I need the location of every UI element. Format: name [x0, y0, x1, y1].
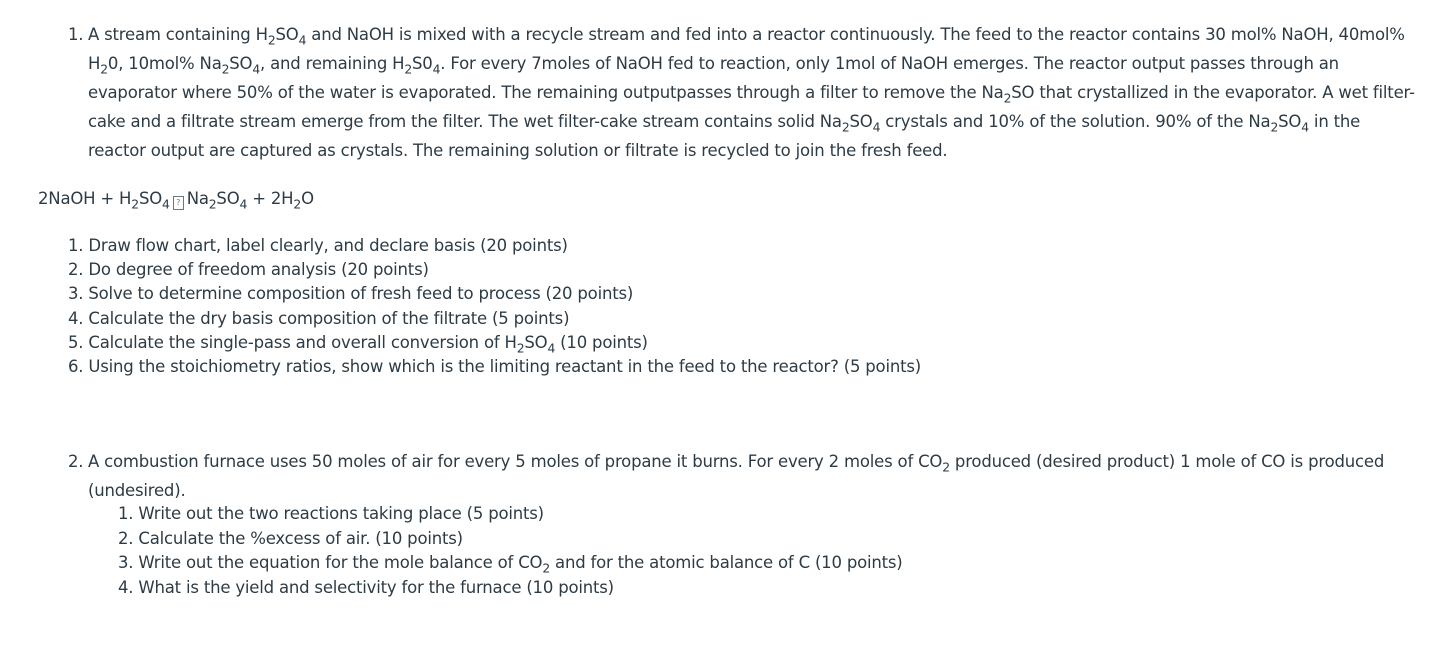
subscript: 2 — [221, 62, 230, 77]
list-number: 1. — [68, 236, 84, 255]
question-1 — [68, 20, 1418, 165]
text-run: 0, 10mol% Na — [107, 54, 222, 73]
missing-arrow-glyph-icon: ? — [173, 196, 184, 210]
text-run: A stream containing H — [88, 25, 268, 44]
text-run: crystals and 10% of the solution. 90% of the Na — [880, 112, 1271, 131]
text-run: Calculate the single-pass and overall conversion of H — [88, 332, 517, 352]
text-run: (10 points) — [555, 332, 648, 352]
question-2-number: 2. — [68, 452, 84, 471]
list-item — [68, 234, 921, 258]
list-number: 4. — [68, 308, 84, 328]
task-text: Do degree of freedom analysis (20 points) — [88, 260, 429, 280]
text-run: + 2H — [247, 189, 294, 208]
task-text: Using the stoichiometry ratios, show which is the limiting reactant in the feed to the reactor? (5 points) — [88, 357, 922, 377]
text-run: . For every 7moles of NaOH fed to reaction, only 1mol of NaOH emerges. The reactor output passes through an evaporator where 50% of the water is evaporated. The remaining outputpasses through a filter to remove the Na — [88, 54, 1339, 102]
subscript: 2 — [516, 341, 525, 356]
subscript: 2 — [841, 120, 850, 135]
list-number: 3. — [68, 284, 84, 304]
text-run: SO — [275, 25, 299, 44]
task-text: What is the yield and selectivity for the furnace (10 points) — [138, 577, 614, 597]
subscript: 4 — [432, 62, 441, 77]
subscript: 2 — [267, 33, 276, 48]
task-text: Calculate the dry basis composition of the filtrate (5 points) — [88, 308, 570, 328]
task-text: Write out the two reactions taking place (5 points) — [138, 504, 544, 523]
task-text: Solve to determine composition of fresh feed to process (20 points) — [88, 284, 634, 304]
text-run: SO — [138, 189, 163, 208]
list-number: 2. — [68, 260, 84, 280]
list-item — [68, 258, 921, 282]
task-text: Draw flow chart, label clearly, and declare basis (20 points) — [88, 236, 568, 255]
list-item — [68, 307, 921, 331]
list-item — [118, 527, 903, 552]
subscript: 4 — [547, 341, 556, 356]
question-1-text — [68, 20, 1418, 165]
subscript: 2 — [542, 561, 550, 576]
question-2-text — [68, 447, 1418, 505]
subscript: 2 — [131, 197, 139, 212]
text-run: Write out the equation for the mole balance of CO — [138, 553, 543, 572]
subscript: 2 — [293, 197, 302, 212]
subscript: 4 — [162, 197, 170, 212]
text-run: SO — [1278, 112, 1302, 131]
text-run: S0 — [412, 54, 433, 73]
list-item — [118, 502, 903, 527]
text-run: O — [301, 189, 314, 208]
subscript: 4 — [872, 120, 881, 135]
list-item — [118, 551, 903, 576]
subscript: 2 — [100, 62, 108, 77]
text-run: SO — [229, 54, 253, 73]
list-number: 1. — [118, 504, 134, 523]
text-run: Na — [186, 189, 209, 208]
subscript: 4 — [239, 197, 248, 212]
list-item — [118, 576, 903, 601]
task-text: Calculate the %excess of air. (10 points) — [138, 528, 463, 548]
text-run: 2NaOH + H — [38, 189, 132, 208]
text-run: SO that crystallized in the evaporator. A wet filter-cake and a filtrate stream emerge from the filter. The wet filter-cake stream contains solid Na — [88, 83, 1415, 131]
text-run: and for the atomic balance of C (10 points) — [549, 553, 903, 572]
text-run: SO — [849, 112, 873, 131]
text-run: produced (desired product) 1 mole of CO is produced (undesired). — [88, 452, 1385, 500]
subscript: 4 — [252, 62, 261, 77]
question-1-tasks — [68, 234, 921, 379]
subscript: 2 — [404, 62, 413, 77]
list-number: 3. — [118, 553, 134, 572]
list-item — [68, 331, 921, 355]
reaction-equation — [38, 185, 314, 213]
list-item — [68, 355, 921, 379]
list-number: 6. — [68, 357, 84, 377]
text-run: and NaOH is mixed with a recycle stream and fed into a reactor continuously. The feed to the reactor contains 30 mol% NaOH, 40mol% H — [88, 25, 1405, 73]
text-run: SO — [524, 332, 548, 352]
subscript: 4 — [1301, 120, 1309, 135]
list-item — [68, 282, 921, 306]
list-number: 2. — [118, 528, 134, 548]
subscript: 2 — [942, 460, 950, 475]
list-number: 5. — [68, 332, 84, 352]
subscript: 4 — [298, 33, 307, 48]
text-run: , and remaining H — [260, 54, 405, 73]
question-1-number: 1. — [68, 25, 84, 44]
subscript: 2 — [1270, 120, 1279, 135]
list-number: 4. — [118, 577, 134, 597]
question-2 — [68, 447, 1418, 505]
text-run: SO — [216, 189, 240, 208]
text-run: in the reactor output are captured as crystals. The remaining solution or filtrate is recycled to join the fresh feed. — [88, 112, 1361, 160]
question-2-tasks — [118, 502, 903, 600]
subscript: 2 — [1003, 91, 1012, 106]
subscript: 2 — [208, 197, 217, 212]
text-run: A combustion furnace uses 50 moles of air for every 5 moles of propane it burns. For every 2 moles of CO — [88, 452, 943, 471]
